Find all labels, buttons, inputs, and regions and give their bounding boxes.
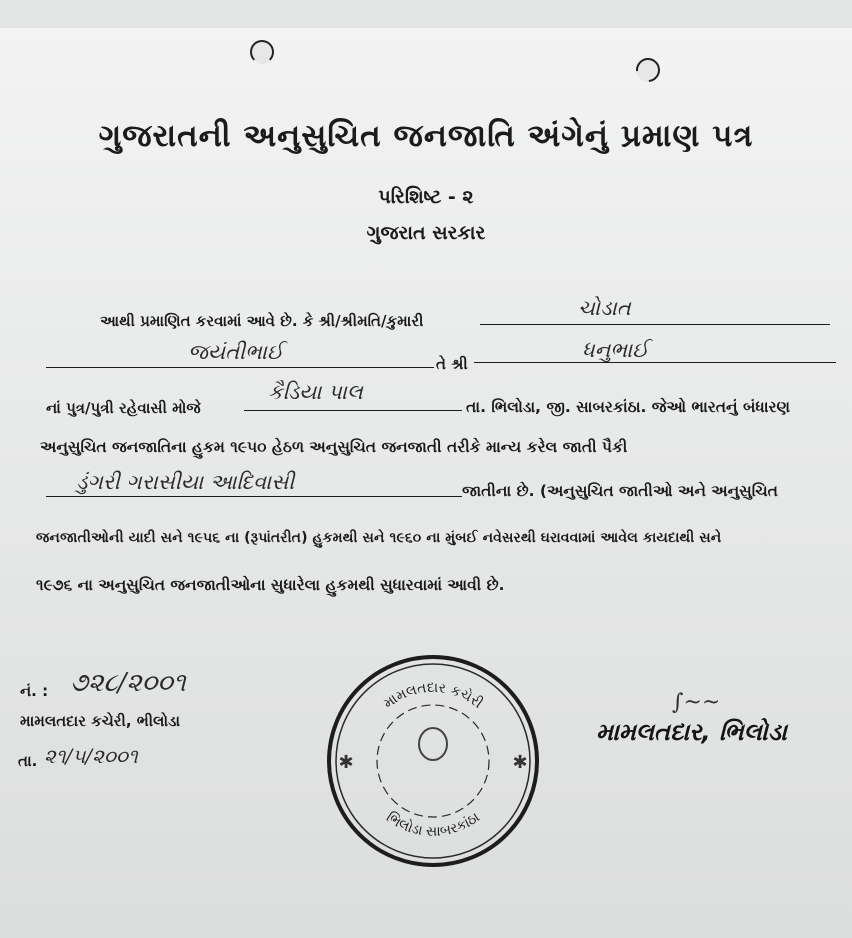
emblem-icon bbox=[419, 728, 447, 760]
signature-designation: મામલતદાર, ભિલોડા bbox=[596, 718, 787, 746]
surname-rule bbox=[480, 324, 830, 325]
amendment-text: ૧૯૭૬ ના અનુસુચિત જનજાતીઓના સુધારેલા હુકમથી સુધારવામાં આવી છે. bbox=[36, 576, 505, 594]
tribe-handwritten: ડુંગરી ગરાસીયા આદિવાસી bbox=[76, 470, 295, 494]
name-rule bbox=[46, 367, 434, 368]
village-handwritten: કૈડિયા પાલ bbox=[268, 380, 363, 404]
number-label: નં. : bbox=[20, 682, 49, 700]
government-label: ગુજરાત સરકાર bbox=[366, 222, 486, 244]
seal-bottom-text: ભિલોડા સાબરકાંઠા bbox=[383, 809, 483, 840]
order-text: અનુસુચિત જનજાતિના હુકમ ૧૯૫૦ હેઠળ અનુસુચિત જનજાતી તરીકે માન્ય કરેલ જાતી પૈકી bbox=[40, 438, 628, 456]
residence-text: નાં પુત્ર/પુત્રી રહેવાસી મોજે bbox=[46, 399, 201, 417]
father-name-handwritten: ધનુભાઈ bbox=[582, 338, 649, 362]
star-right-icon: ✱ bbox=[512, 752, 528, 773]
star-left-icon: ✱ bbox=[338, 752, 354, 773]
village-rule bbox=[244, 410, 462, 411]
appendix-label: પરિશિષ્ટ - ૨ bbox=[378, 186, 474, 208]
date-label: તા. bbox=[18, 752, 38, 770]
official-seal bbox=[324, 652, 542, 870]
father-rule bbox=[474, 362, 836, 363]
certify-text: આથી પ્રમાણિત કરવામાં આવે છે. કે શ્રી/શ્રીમતિ/કુમારી bbox=[100, 312, 424, 330]
document-title: ગુજરાતની અનુસુચિત જનજાતિ અંગેનું પ્રમાણ પત્ર bbox=[98, 118, 754, 154]
surname-handwritten: ચોડાત bbox=[578, 296, 631, 320]
number-handwritten: ૭૨૮/૨૦૦૧ bbox=[70, 668, 186, 698]
name-handwritten: જયંતીભાઈ bbox=[188, 340, 284, 364]
taluka-text: તા. ભિલોડા, જી. સાબરકાંઠા. જેઓ ભારતનું બંધારણ bbox=[466, 398, 791, 416]
svg-text:ભિલોડા સાબરકાંઠા bbox=[383, 809, 483, 839]
caste-text: જાતીના છે. (અનુસુચિત જાતીઓ અને અનુસુચિત bbox=[462, 482, 778, 500]
punch-hole-left bbox=[250, 40, 274, 64]
list-text: જનજાતીઓની યાદી સને ૧૯૫૬ ના (રૂપાંતરીત) હુકમથી સને ૧૯૬૦ ના મુંબઈ નવેસરથી ઘરાવવામાં આવેલ કાયદાથી સને bbox=[36, 530, 722, 546]
office-label: મામલતદાર કચેરી, ભીલોડા bbox=[20, 712, 181, 730]
father-label: તે શ્રી bbox=[436, 355, 468, 373]
signature-scribble: ∫~~ bbox=[672, 690, 721, 715]
svg-text:મામલતદાર કચેરી bbox=[381, 680, 486, 712]
date-handwritten: ૨૧/૫/૨૦૦૧ bbox=[44, 744, 138, 768]
seal-top-text: મામલતદાર કચેરી bbox=[380, 679, 486, 712]
tribe-rule bbox=[46, 496, 462, 497]
